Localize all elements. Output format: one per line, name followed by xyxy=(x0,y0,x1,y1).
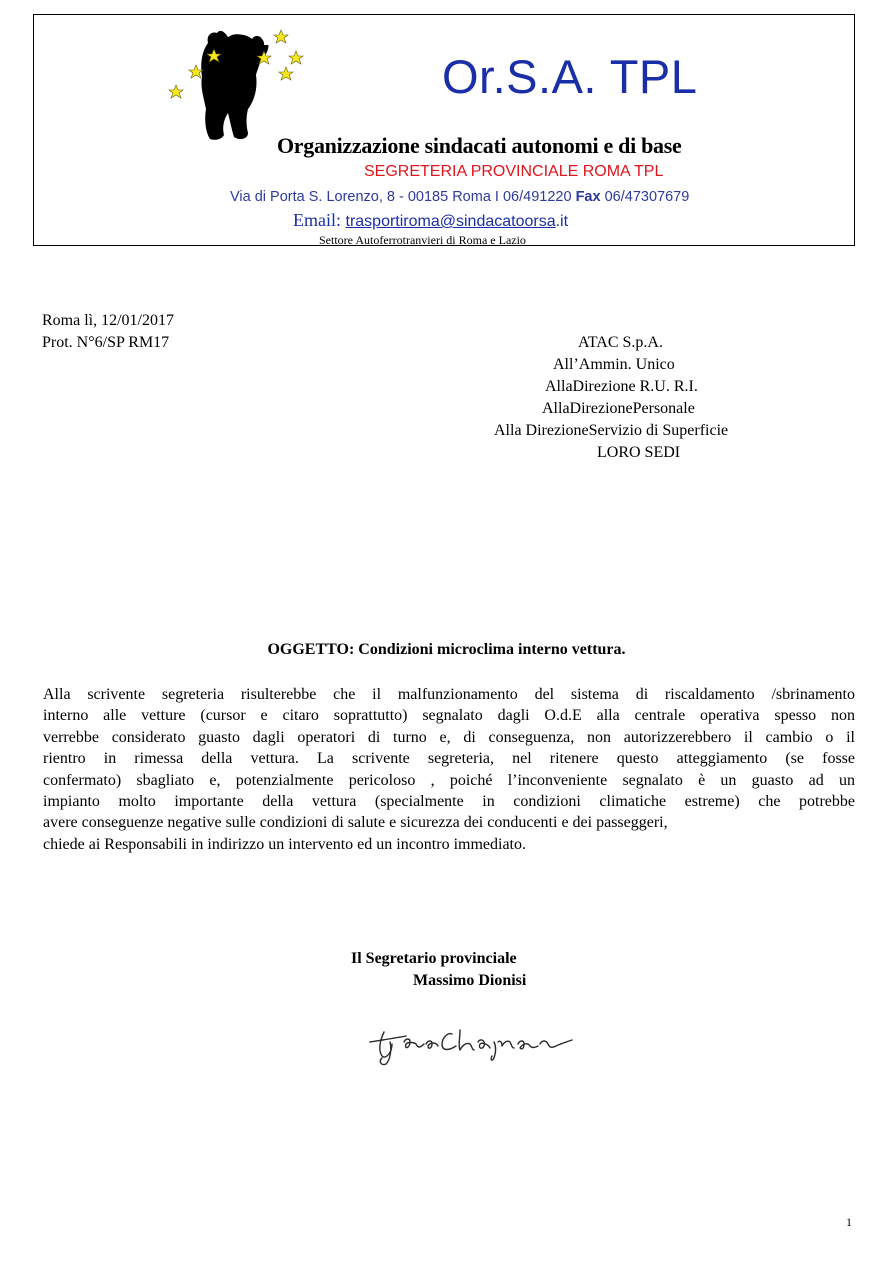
email-label: Email: xyxy=(293,210,341,230)
body-line: confermato) sbagliato e, potenzialmente pericoloso , poiché l’inconveniente segnalato è un guasto ad un xyxy=(43,771,855,789)
page-number: 1 xyxy=(846,1215,852,1229)
body-line: impianto molto importante della vettura (specialmente in condizioni climatiche estreme) che potrebbe xyxy=(43,793,855,811)
recipient-line: AllaDirezione R.U. R.I. xyxy=(545,378,698,395)
organization-name: Organizzazione sindacati autonomi e di base xyxy=(277,133,682,158)
email-link[interactable]: trasportiroma@sindacatoorsa xyxy=(345,213,556,230)
body-line: Alla scrivente segreteria risulterebbe che il malfunzionamento del sistema di riscaldamento /sbrinamento xyxy=(43,686,855,703)
segreteria-title: SEGRETERIA PROVINCIALE ROMA TPL xyxy=(364,163,664,180)
settore-line: Settore Autoferrotranvieri di Roma e Lazio xyxy=(319,233,526,247)
phone-separator: I xyxy=(490,189,503,205)
recipient-line: LORO SEDI xyxy=(597,444,681,461)
body-line: avere conseguenze negative sulle condizioni di salute e sicurezza dei conducenti e dei passeggeri, xyxy=(43,814,668,832)
recipient-line: ATAC S.p.A. xyxy=(578,334,663,351)
fax-label: Fax xyxy=(575,189,601,205)
phone: 06/491220 xyxy=(502,189,572,205)
body-line: rientro in rimessa della vettura. La scrivente segreteria, nel ritenere questo atteggiamento (se fosse xyxy=(43,750,855,768)
body-line: verrebbe considerato guasto dagli operatori di turno e, di conseguenza, non autorizzerebbero il cambio o il xyxy=(43,728,855,746)
signer-role: Il Segretario provinciale xyxy=(351,950,517,967)
protocol-number: Prot. N°6/SP RM17 xyxy=(42,334,170,351)
letterhead xyxy=(33,14,855,246)
signer-name: Massimo Dionisi xyxy=(413,972,527,989)
address-line xyxy=(230,189,689,205)
address: Via di Porta S. Lorenzo, 8 - 00185 Roma xyxy=(230,189,491,205)
brand-title: Or.S.A. TPL xyxy=(442,50,698,103)
body-line: chiede ai Responsabili in indirizzo un intervento ed un incontro immediato. xyxy=(43,835,526,853)
recipient-line: All’Ammin. Unico xyxy=(553,356,675,373)
email-line xyxy=(293,210,568,231)
body-line: interno alle vetture (cursor e citaro soprattutto) segnalato dagli O.d.E alla centrale operativa spesso non xyxy=(43,707,855,725)
fax: 06/47307679 xyxy=(604,189,690,205)
bear-logo-icon xyxy=(162,21,312,143)
letter-date: Roma lì, 12/01/2017 xyxy=(42,312,174,329)
letter-body xyxy=(43,684,855,855)
email-tld: .it xyxy=(555,213,569,230)
recipient-line: AllaDirezionePersonale xyxy=(542,400,695,417)
recipient-line: Alla DirezioneServizio di Superficie xyxy=(494,422,729,439)
subject-line: OGGETTO: Condizioni microclima interno vettura. xyxy=(267,641,626,658)
handwritten-signature-icon xyxy=(362,1012,597,1068)
